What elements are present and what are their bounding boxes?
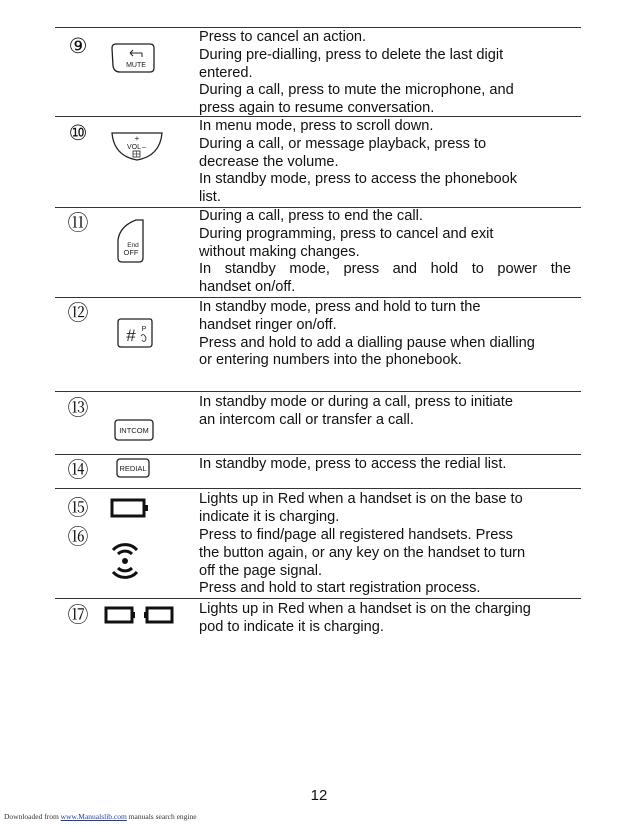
paging-signal-icon (110, 541, 140, 581)
item-number: ⑰ (67, 604, 89, 627)
footer-suffix: manuals search engine (126, 812, 197, 821)
end-off-key-icon (116, 218, 146, 264)
vol-plus-label: + (134, 134, 140, 143)
row-description: Press to find/page all registered handsets. Press the button again, or any key on the handset to turn off the page signal. Press and hold to start registration process. (199, 527, 526, 597)
volume-down-key-icon (110, 130, 164, 162)
hash-key-label: # (126, 326, 136, 345)
item-number: ⑬ (67, 397, 89, 420)
vol-label: VOL (126, 144, 142, 151)
table-rule (55, 454, 581, 455)
row-description: In menu mode, press to scroll down. During a call, or message playback, press to decrease the volume. In standby mode, press to access the phonebook list. (199, 118, 518, 206)
intcom-key-label: INTCOM (119, 426, 149, 435)
item-number: ⑫ (67, 302, 89, 325)
download-footer (4, 812, 197, 821)
row-description: Press to cancel an action. During pre-dialling, press to delete the last digit entered. During a call, press to mute the microphone, and press again to resume conversation. (199, 29, 514, 117)
table-rule (55, 391, 581, 392)
row-description: In standby mode, press to access the redial list. (199, 456, 507, 472)
p-key-label: P (141, 326, 147, 333)
charging-pod-led-icon (104, 606, 174, 624)
off-key-label: OFF (123, 248, 139, 257)
mute-key-icon (110, 42, 156, 74)
table-rule-top (55, 27, 581, 28)
item-number: ⑪ (67, 212, 89, 235)
manualslib-link[interactable]: www.Manualslib.com (60, 812, 127, 821)
row-description: In standby mode or during a call, press to initiate an intercom call or transfer a call. (199, 394, 513, 428)
footer-prefix: Downloaded from (4, 812, 61, 821)
hash-pause-key-icon (116, 317, 154, 349)
redial-key-icon (116, 458, 150, 478)
item-number: ⑮ (67, 497, 89, 520)
item-number: ⑩ (68, 122, 88, 145)
redial-key-label: REDIAL (119, 464, 147, 473)
row-description: Lights up in Red when a handset is on the base to indicate it is charging. (199, 491, 523, 525)
item-number: ⑨ (68, 35, 88, 58)
mute-key-label: MUTE (126, 62, 146, 69)
item-number: ⑯ (67, 526, 89, 549)
end-key-label: End (127, 242, 139, 249)
page-number: 12 (310, 787, 328, 804)
table-rule (55, 297, 581, 298)
table-rule (55, 488, 581, 489)
battery-charging-icon (110, 498, 150, 518)
row-description: During a call, press to end the call. During programming, press to cancel and exit without making changes. In standby mode, press and hold to power the handset on/off. (199, 208, 571, 296)
intercom-key-icon (114, 419, 154, 441)
row-description: In standby mode, press and hold to turn the handset ringer on/off. Press and hold to add a dialling pause when dialling or entering numbers into the phonebook. (199, 299, 535, 369)
row-description: Lights up in Red when a handset is on the charging pod to indicate it is charging. (199, 601, 531, 635)
vol-minus-label: – (142, 144, 146, 151)
item-number: ⑭ (67, 459, 89, 482)
